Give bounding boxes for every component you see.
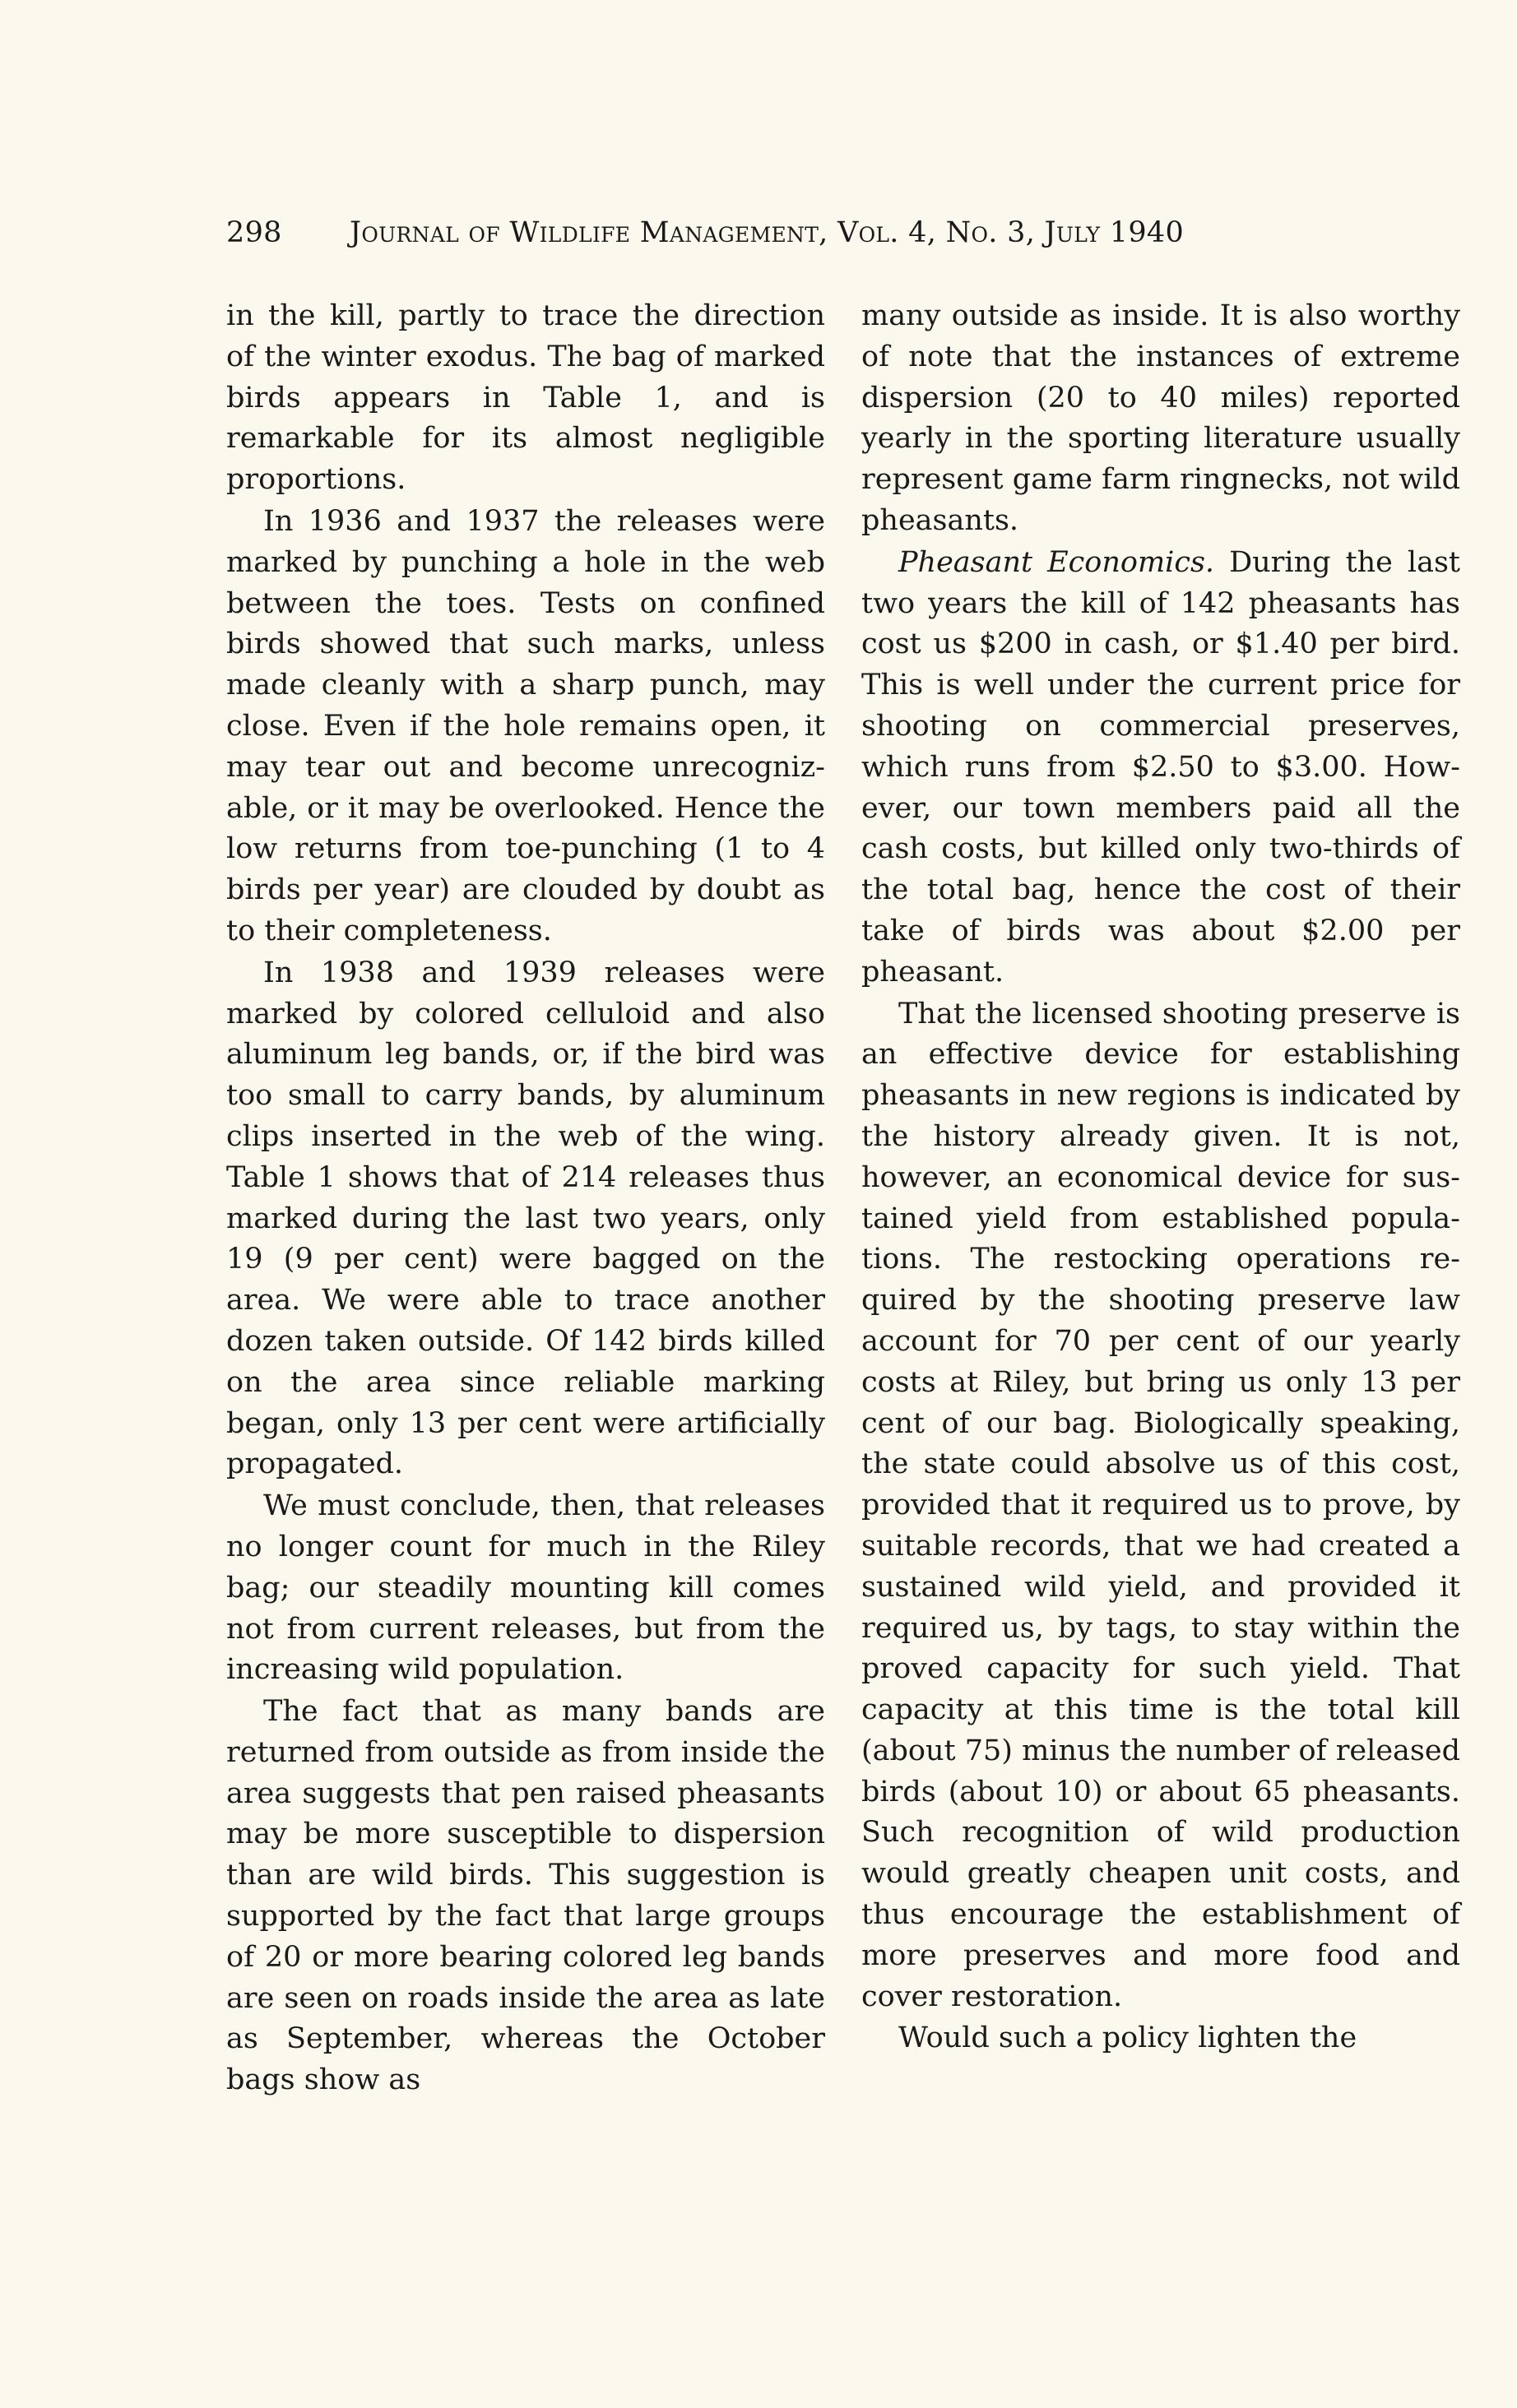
paragraph: Would such a policy lighten the	[898, 2021, 1357, 2055]
paragraph: We must conclude, then, that releases no longer count for much in the Riley bag; our steadily mounting kill comes not from current releases, but from the increasing wild population.	[226, 1489, 825, 1687]
paragraph: That the licensed shooting preserve is an effective device for establishing pheasants in new regions is indicated by the history already given. It is not, however, an economical device for sustained yield from established populations. The restocking operations required by the shooting preserve law account for 70 per cent of our yearly costs at Riley, but bring us only 13 per cent of our bag. Biologically speaking, the state could absolve us of this cost, provided that it required us to prove, by suitable records, that we had created a sustained wild yield, and provided it required us, by tags, to stay within the proved capacity for such yield. That capacity at this time is the total kill (about 75) minus the number of released birds (about 10) or about 65 pheasants. Such recognition of wild production would greatly cheapen unit costs, and thus encourage the establishment of more preserves and more food and cover restoration.	[861, 997, 1460, 2013]
page-header	[226, 212, 1338, 253]
paragraph: In 1936 and 1937 the releases were marked by punching a hole in the web between the toes. Tests on confined birds showed that such marks, unless made cleanly with a sharp punch, may close. Even if the hole remains open, it may tear out and become unrecognizable, or it may be overlooked. Hence the low returns from toe-punching (1 to 4 birds per year) are clouded by doubt as to their completeness.	[226, 504, 825, 947]
paragraph: The fact that as many bands are returned from outside as from inside the area suggests that pen raised pheasants may be more susceptible to dispersion than are wild birds. This suggestion is supported by the fact that large groups of 20 or more bearing colored leg bands are seen on roads inside the area as late as September, whereas the October bags show as	[226, 1695, 825, 2097]
left-column	[226, 296, 825, 2102]
paragraph	[861, 543, 1460, 993]
paragraph: many outside as inside. It is also worthy of note that the instances of extreme dispersion (20 to 40 miles) reported yearly in the sporting literature usually represent game farm ringnecks, not wild pheasants.	[861, 299, 1460, 537]
running-head: Journal of Wildlife Management, Vol. 4, No. 3, July 1940	[350, 216, 1185, 249]
paragraph: In 1938 and 1939 releases were marked by colored celluloid and also aluminum leg bands, or, if the bird was too small to carry bands, by aluminum clips inserted in the web of the wing. Table 1 shows that of 214 releases thus marked during the last two years, only 19 (9 per cent) were bagged on the area. We were able to trace another dozen taken outside. Of 142 birds killed on the area since reliable marking began, only 13 per cent were artificially propagated.	[226, 956, 825, 1481]
page-number: 298	[226, 216, 282, 249]
right-column	[861, 296, 1460, 2060]
section-run-in-heading: Pheasant Economics.	[898, 545, 1215, 579]
paragraph-body: During the last two years the kill of 142 pheasants has cost us $200 in cash, or $1.40 per bird. This is well under the current price for shooting on commercial preserves, which runs from $2.50 to $3.00. However, our town members paid all the cash costs, but killed only two-thirds of the total bag, hence the cost of their take of birds was about $2.00 per pheasant.	[861, 545, 1460, 989]
paragraph: in the kill, partly to trace the direction of the winter exodus. The bag of marked birds appears in Table 1, and is remarkable for its almost negligible proportions.	[226, 299, 825, 497]
